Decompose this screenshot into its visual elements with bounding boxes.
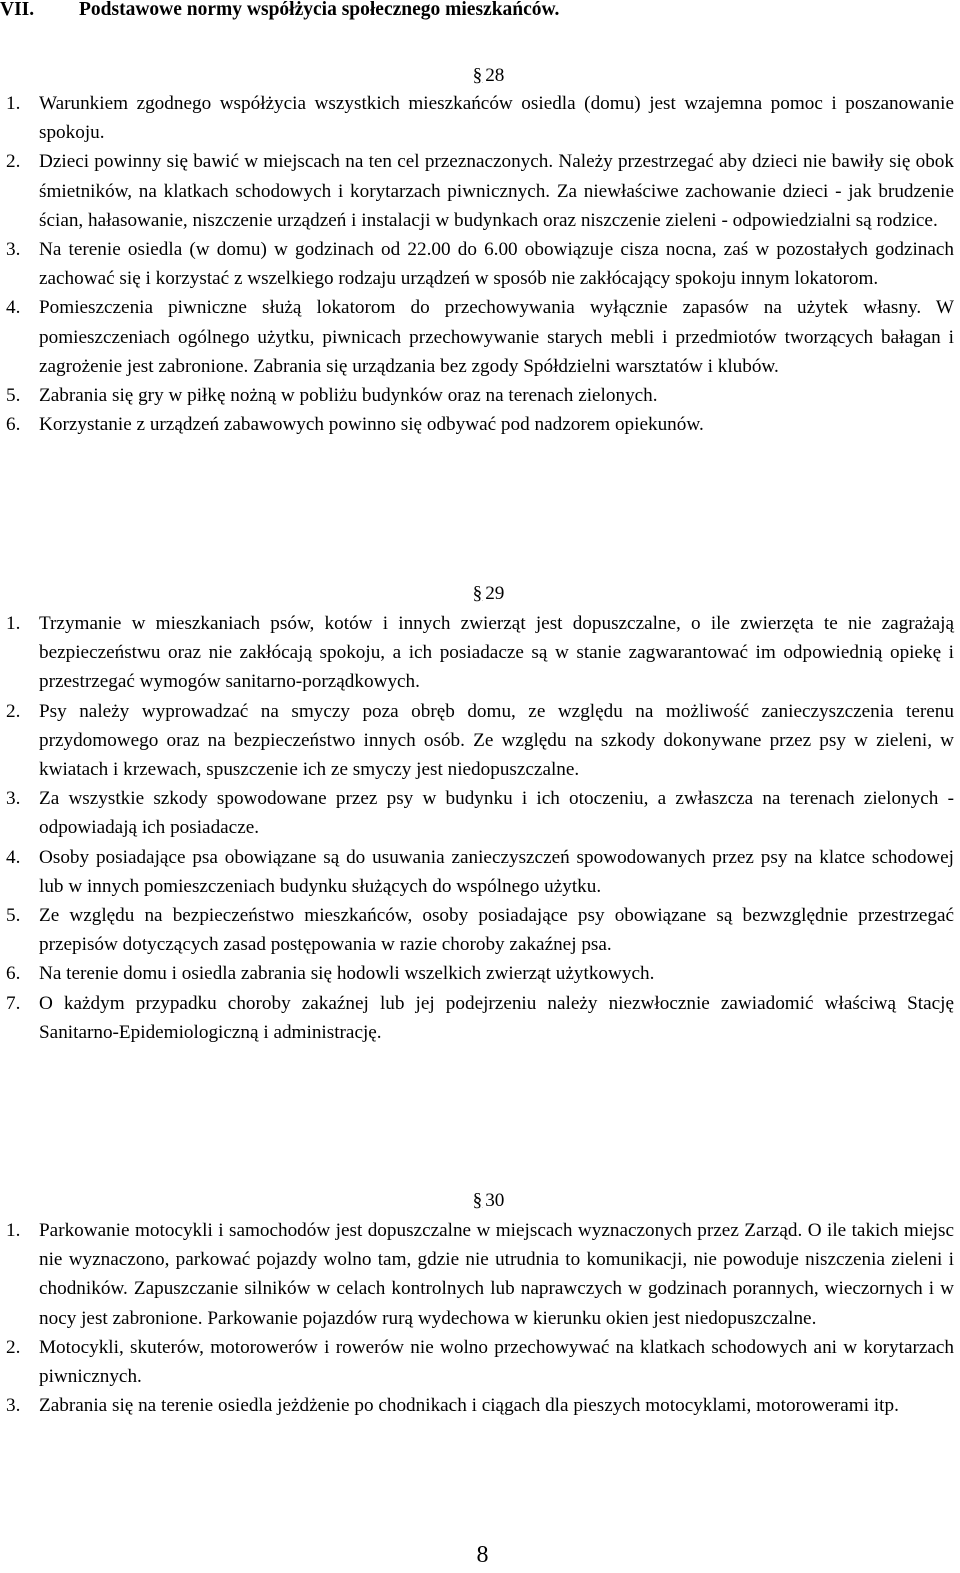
item-number: 5. (6, 385, 21, 407)
list-item (6, 410, 954, 439)
item-text: Korzystanie z urządzeń zabawowych powinno się odbywać pod nadzorem opiekunów. (39, 414, 704, 436)
item-text: Na terenie domu i osiedla zabrania się hodowli wszelkich zwierząt użytkowych. (39, 963, 655, 985)
list-item (6, 784, 954, 842)
chapter-number: VII. (0, 0, 35, 20)
section-30-list (6, 1216, 954, 1420)
chapter-title: Podstawowe normy współżycia społecznego mieszkańców. (79, 0, 560, 20)
item-text: Ze względu na bezpieczeństwo mieszkańców, osoby posiadające psy obowiązane są bezwzględnie przestrzegać przepisów dotyczących zasad postępowania w razie choroby zakaźnej psa. (39, 905, 954, 956)
list-item (6, 843, 954, 901)
item-number: 1. (6, 1220, 21, 1241)
list-item (6, 697, 954, 785)
item-text: Psy należy wyprowadzać na smyczy poza obręb domu, ze względu na możliwość zanieczyszczenia terenu przydomowego oraz na bezpieczeństwo innych osób. Ze względu na szkody dokonywane przez psy w zieleni, w kwiatach i krzewach, spuszczenie ich ze smyczy jest niedopuszczalne. (39, 700, 954, 781)
item-number: 2. (6, 1336, 21, 1358)
item-text: Parkowanie motocykli i samochodów jest dopuszczalne w miejscach wyznaczonych przez Zarząd. O ile takich miejsc nie wyznaczono, parkować pojazdy wolno tam, gdzie nie utrudnia to komunikacji, nie powoduje niszczenia zieleni i chodników. Zapuszczanie silników w celach kontrolnych lub naprawczych w godzinach porannych, wieczornych i w nocy jest zabronione. Parkowanie pojazdów rurą wydechowa w kierunku okien jest niedopuszczalne. (39, 1220, 954, 1329)
item-number: 3. (6, 788, 21, 810)
section-heading-29 (0, 579, 960, 608)
item-text: Dzieci powinny się bawić w miejscach na ten cel przeznaczonych. Należy przestrzegać aby dzieci nie bawiły się obok śmietników, na klatkach schodowych i korytarzach piwnicznych. Za niewłaściwe zachowanie dzieci - jak brudzenie ścian, hałasowanie, niszczenie urządzeń i instalacji w budynkach oraz niszczenie zieleni - odpowiedzialni są rodzice. (39, 151, 954, 231)
item-number: 5. (6, 905, 21, 927)
list-item (6, 293, 954, 381)
item-text: Za wszystkie szkody spowodowane przez psy w budynku i ich otoczeniu, a zwłaszcza na terenach zielonych - odpowiadają ich posiadacze. (39, 788, 954, 839)
list-item (6, 959, 954, 988)
section-symbol: § (472, 1190, 483, 1211)
list-item (6, 609, 954, 697)
item-text: Zabrania się na terenie osiedla jeżdżenie po chodnikach i ciągach dla pieszych motocyklami, motorowerami itp. (39, 1395, 899, 1417)
item-number: 3. (6, 1395, 21, 1417)
page-number: 8 (476, 1542, 489, 1568)
item-text: Warunkiem zgodnego współżycia wszystkich mieszkańców osiedla (domu) jest wzajemna pomoc i poszanowanie spokoju. (39, 93, 954, 144)
list-item (6, 381, 954, 410)
item-number: 1. (6, 613, 21, 634)
list-item (6, 1216, 954, 1333)
item-text: Trzymanie w mieszkaniach psów, kotów i innych zwierząt jest dopuszczalne, o ile zwierzęta te nie zagrażają bezpieczeństwu oraz nie zakłócają spokoju, a ich posiadacze są w stanie zagwarantować im odpowiednią opiekę i przestrzegać wymogów sanitarno-porządkowych. (39, 613, 954, 693)
section-heading-28 (0, 61, 960, 90)
list-item (6, 901, 954, 959)
section-number: 28 (485, 65, 505, 86)
item-number: 1. (6, 93, 21, 114)
section-symbol: § (472, 583, 483, 604)
item-text: Zabrania się gry w piłkę nożną w pobliżu budynków oraz na terenach zielonych. (39, 385, 658, 407)
item-number: 7. (6, 992, 21, 1014)
list-item (6, 89, 954, 147)
item-text: Motocykli, skuterów, motorowerów i rowerów nie wolno przechowywać na klatkach schodowych ani w korytarzach piwnicznych. (39, 1336, 954, 1388)
item-text: Na terenie osiedla (w domu) w godzinach od 22.00 do 6.00 obowiązuje cisza nocna, zaś w pozostałych godzinach zachować się i korzystać z wszelkiego rodzaju urządzeń w sposób nie zakłócający spokoju innym lokatorom. (39, 239, 954, 290)
item-number: 4. (6, 846, 21, 868)
section-29-list (6, 609, 954, 1047)
list-item (6, 235, 954, 293)
section-number: 30 (485, 1190, 505, 1211)
item-number: 3. (6, 239, 21, 261)
item-text: O każdym przypadku choroby zakaźnej lub jej podejrzeniu należy niezwłocznie zawiadomić właściwą Stację Sanitarno-Epidemiologiczną i administrację. (39, 992, 954, 1043)
item-number: 2. (6, 700, 21, 722)
list-item (6, 1391, 954, 1420)
section-number: 29 (485, 583, 505, 604)
item-number: 4. (6, 297, 21, 319)
list-item (6, 147, 954, 235)
item-text: Osoby posiadające psa obowiązane są do usuwania zanieczyszczeń spowodowanych przez psy na klatce schodowej lub w innych pomieszczeniach budynku służących do wspólnego użytku. (39, 846, 954, 897)
list-item (6, 989, 954, 1047)
section-28-list (6, 89, 954, 439)
item-text: Pomieszczenia piwniczne służą lokatorom do przechowywania wyłącznie zapasów na użytek własny. W pomieszczeniach ogólnego użytku, piwnicach przechowywanie starych mebli i przedmiotów tworzących bałagan i zagrożenie jest zabronione. Zabrania się urządzania bez zgody Spółdzielni warsztatów i klubów. (39, 297, 954, 377)
item-number: 6. (6, 963, 21, 985)
section-heading-30 (0, 1186, 960, 1215)
list-item (6, 1333, 954, 1391)
item-number: 6. (6, 414, 21, 436)
section-symbol: § (472, 65, 483, 86)
item-number: 2. (6, 151, 21, 173)
